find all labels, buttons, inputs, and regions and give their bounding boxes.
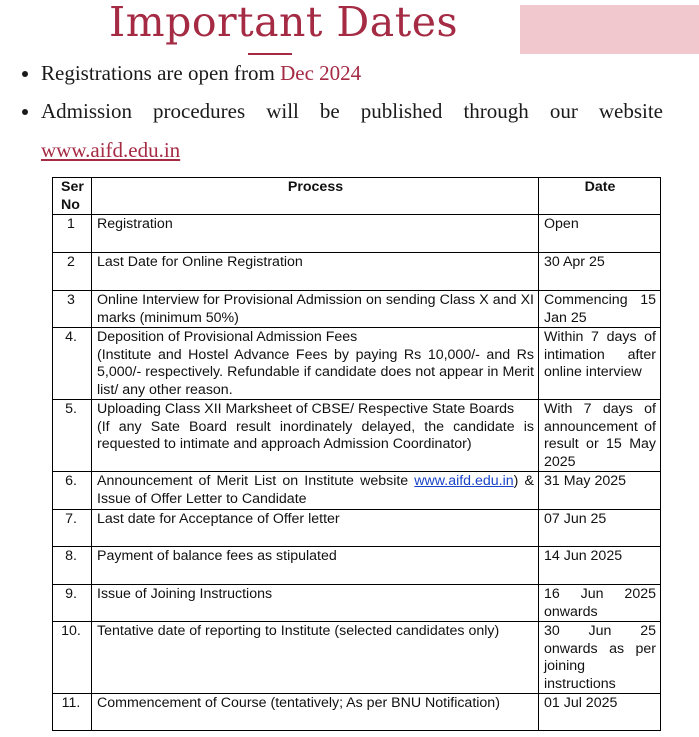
row-date: Open xyxy=(539,215,661,253)
bullet-bold-open: open xyxy=(187,61,229,85)
row-number: 9. xyxy=(53,585,92,622)
header-ser-no: Ser No xyxy=(53,178,92,215)
row-number: 8. xyxy=(53,547,92,585)
row-number: 3 xyxy=(53,291,92,328)
table-row xyxy=(53,622,661,694)
row-date: 31 May 2025 xyxy=(539,472,661,510)
row-process xyxy=(92,328,539,400)
row-date: Within 7 days of intimation after online interview xyxy=(539,328,661,400)
bullet-dot-icon xyxy=(22,109,28,115)
row-process-note: (If any Sate Board result inordinately delayed, the candidate is requested to intimate and approach Admission Coordinator) xyxy=(97,418,534,452)
row-process: Tentative date of reporting to Institute (selected candidates only) xyxy=(92,622,539,694)
row-date: 30 Apr 25 xyxy=(539,253,661,291)
row-date: 14 Jun 2025 xyxy=(539,547,661,585)
row-process: Online Interview for Provisional Admission on sending Class X and XI marks (minimum 50%) xyxy=(92,291,539,328)
row-date: 01 Jul 2025 xyxy=(539,694,661,731)
row-number: 5. xyxy=(53,400,92,472)
row-process: Last date for Acceptance of Offer letter xyxy=(92,510,539,547)
row-date: 07 Jun 25 xyxy=(539,510,661,547)
row-process: Commencement of Course (tentatively; As per BNU Notification) xyxy=(92,694,539,731)
website-link[interactable]: www.aifd.edu.in xyxy=(41,138,181,162)
table-row xyxy=(53,472,661,510)
table-row xyxy=(53,585,661,622)
row-process-note: (Institute and Hostel Advance Fees by paying Rs 10,000/- and Rs 5,000/- respectively. Refundable if candidate does not appear in Merit list/ any other reason. xyxy=(97,346,534,398)
table-row xyxy=(53,510,661,547)
row-number: 11. xyxy=(53,694,92,731)
title-underline xyxy=(248,53,292,55)
row-process: Last Date for Online Registration xyxy=(92,253,539,291)
row-process xyxy=(92,472,539,510)
bullet-text: from xyxy=(228,61,281,85)
bullet-dot-icon xyxy=(22,71,28,77)
row-process xyxy=(92,400,539,472)
row-number: 10. xyxy=(53,622,92,694)
table-row xyxy=(53,400,661,472)
row-process: Issue of Joining Instructions xyxy=(92,585,539,622)
header-process: Process xyxy=(92,178,539,215)
row-process-text: Announcement of Merit List on Institute website xyxy=(97,473,415,489)
row-number: 4. xyxy=(53,328,92,400)
bullet-date-highlight: Dec 2024 xyxy=(280,61,362,85)
table-header-row xyxy=(53,178,661,215)
row-website-link[interactable]: www.aifd.edu.in xyxy=(414,473,514,489)
row-date: 30 Jun 25 onwards as per joining instructions xyxy=(539,622,661,694)
row-number: 2 xyxy=(53,253,92,291)
table-row xyxy=(53,694,661,731)
row-number: 6. xyxy=(53,472,92,510)
row-process: Payment of balance fees as stipulated xyxy=(92,547,539,585)
bullet-text: Admission procedures will be published through our website xyxy=(41,99,663,123)
row-date: With 7 days of announcement of result or 15 May 2025 xyxy=(539,400,661,472)
decorative-pink-block xyxy=(520,5,699,54)
table-row xyxy=(53,291,661,328)
table-row xyxy=(53,547,661,585)
row-date: Commencing 15 Jan 25 xyxy=(539,291,661,328)
page-title: Important Dates xyxy=(109,0,459,46)
important-dates-table xyxy=(52,177,661,731)
table-row xyxy=(53,215,661,253)
row-process-title: Uploading Class XII Marksheet of CBSE/ Respective State Boards xyxy=(97,401,515,417)
header-date: Date xyxy=(539,178,661,215)
row-date: 16 Jun 2025 onwards xyxy=(539,585,661,622)
table-row xyxy=(53,328,661,400)
row-process-text: ) & Issue of Offer Letter to Candidate xyxy=(97,473,534,507)
row-process: Registration xyxy=(92,215,539,253)
row-number: 1 xyxy=(53,215,92,253)
bullet-text: Registrations are xyxy=(41,61,188,85)
table-row xyxy=(53,253,661,291)
row-number: 7. xyxy=(53,510,92,547)
row-process-title: Deposition of Provisional Admission Fees xyxy=(97,329,358,345)
